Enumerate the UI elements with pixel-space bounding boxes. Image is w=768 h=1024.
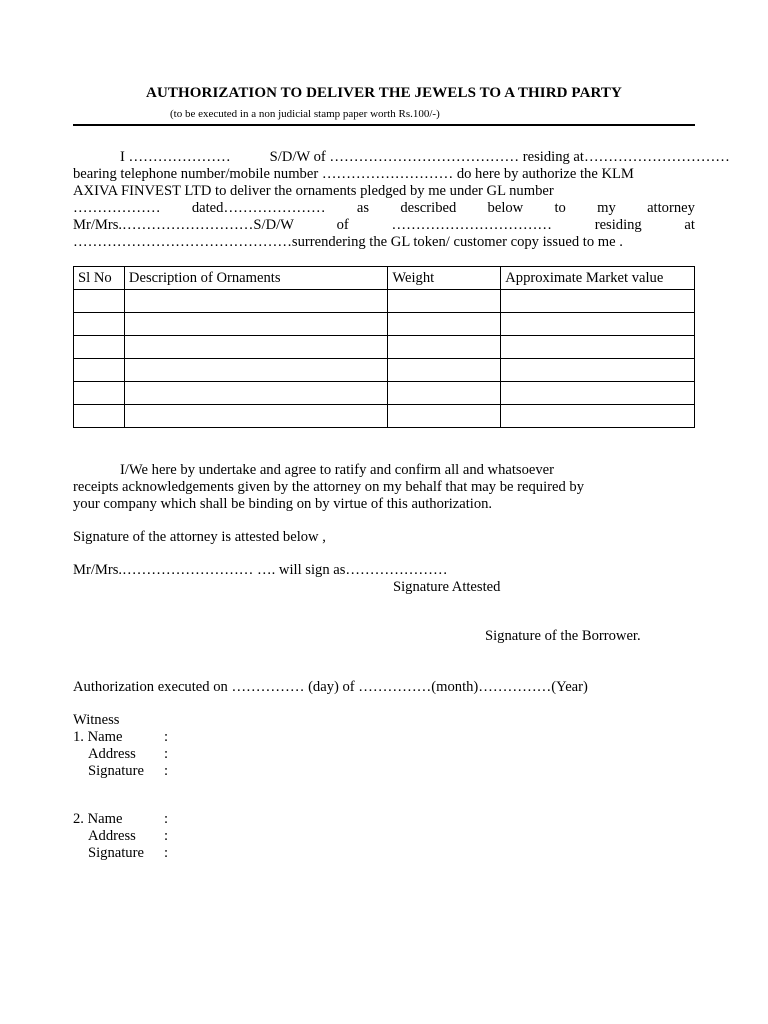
document-subtitle: (to be executed in a non judicial stamp paper worth Rs.100/-) <box>170 108 440 120</box>
signature-attested-label: Signature Attested <box>393 579 501 595</box>
para1-line1-a: I ………………… <box>120 149 231 165</box>
para1-word: at <box>684 217 695 233</box>
para1-line2: bearing telephone number/mobile number ……………………… do here by authorize the KLM <box>73 166 634 182</box>
colon: : <box>164 845 169 861</box>
table-cell <box>388 290 501 313</box>
undertaking-paragraph <box>73 462 695 513</box>
witness-2-name-row <box>73 811 373 828</box>
table-row <box>74 313 695 336</box>
para1-line6: ………………………………………surrendering the GL token/ customer copy issued to me . <box>73 234 623 250</box>
table-row <box>74 290 695 313</box>
para1-line1-b: S/D/W of ………………………………… residing at………………………… <box>269 149 730 165</box>
para1-word: residing <box>594 217 642 233</box>
table-cell <box>501 382 695 405</box>
table-cell <box>124 382 388 405</box>
para1-line5 <box>73 217 695 234</box>
para2-line2: receipts acknowledgements given by the attorney on my behalf that may be required by <box>73 479 585 495</box>
witness-1-signature-label: Signature <box>88 763 144 779</box>
table-cell <box>388 405 501 428</box>
table-cell <box>501 290 695 313</box>
title-divider <box>73 124 695 126</box>
witness-1-address-row <box>73 746 373 763</box>
table-cell <box>124 313 388 336</box>
witness-2-signature-row <box>73 845 373 862</box>
para1-line1 <box>73 149 730 166</box>
witness-1-name-label: 1. Name <box>73 729 123 745</box>
attorney-sign-line: Mr/Mrs.……………………… …. will sign as………………… <box>73 562 448 578</box>
table-cell <box>501 336 695 359</box>
table-cell <box>501 405 695 428</box>
table-row <box>74 359 695 382</box>
table-cell <box>388 336 501 359</box>
attorney-name-blank: Mr/Mrs.………………………S/D/W <box>73 217 294 233</box>
para1-word: to <box>554 200 566 216</box>
table-cell <box>388 313 501 336</box>
para1-line4 <box>73 200 695 217</box>
table-cell <box>124 290 388 313</box>
table-cell <box>74 359 125 382</box>
table-row <box>74 336 695 359</box>
witness-1-address-label: Address <box>88 746 136 762</box>
table-cell <box>74 382 125 405</box>
para2-line1: I/We here by undertake and agree to ratify and confirm all and whatsoever <box>120 462 555 478</box>
header-description: Description of Ornaments <box>124 267 388 290</box>
witness-2-section <box>73 811 373 862</box>
para1-line3: AXIVA FINVEST LTD to deliver the ornaments pledged by me under GL number <box>73 183 554 199</box>
attorney-parent-blank: …………………………… <box>391 217 553 233</box>
witness-section <box>73 712 373 780</box>
para1-word: attorney <box>647 200 695 216</box>
attorney-attest-text: Signature of the attorney is attested below , <box>73 529 326 545</box>
colon: : <box>164 729 169 745</box>
table-cell <box>74 313 125 336</box>
header-market-value: Approximate Market value <box>501 267 695 290</box>
para1-word: described <box>400 200 457 216</box>
witness-heading: Witness <box>73 712 120 728</box>
dated-blank: dated………………… <box>191 200 326 216</box>
document-title: AUTHORIZATION TO DELIVER THE JEWELS TO A THIRD PARTY <box>146 85 622 101</box>
para1-word: my <box>597 200 616 216</box>
table-row <box>74 405 695 428</box>
witness-1-name-row <box>73 729 373 746</box>
table-cell <box>74 405 125 428</box>
table-cell <box>124 336 388 359</box>
table-cell <box>74 290 125 313</box>
para1-word: below <box>487 200 524 216</box>
colon: : <box>164 763 169 779</box>
table-cell <box>124 359 388 382</box>
witness-2-address-label: Address <box>88 828 136 844</box>
header-weight: Weight <box>388 267 501 290</box>
para1-word: of <box>336 217 349 233</box>
colon: : <box>164 746 169 762</box>
gl-number-blank: ……………… <box>73 200 161 216</box>
para1-word: as <box>356 200 370 216</box>
table-cell <box>388 382 501 405</box>
colon: : <box>164 828 169 844</box>
table-cell <box>388 359 501 382</box>
table-cell <box>74 336 125 359</box>
borrower-signature-label: Signature of the Borrower. <box>485 628 641 644</box>
witness-2-address-row <box>73 828 373 845</box>
witness-2-name-label: 2. Name <box>73 811 123 827</box>
execution-date-line: Authorization executed on …………… (day) of ……………(month)……………(Year) <box>73 679 588 695</box>
authorization-paragraph <box>73 149 730 251</box>
witness-2-signature-label: Signature <box>88 845 144 861</box>
table-row <box>74 382 695 405</box>
para2-line3: your company which shall be binding on by virtue of this authorization. <box>73 496 493 512</box>
header-sl-no: Sl No <box>74 267 125 290</box>
colon: : <box>164 811 169 827</box>
table-cell <box>501 359 695 382</box>
witness-1-signature-row <box>73 763 373 780</box>
table-cell <box>501 313 695 336</box>
table-cell <box>124 405 388 428</box>
ornaments-table <box>73 266 695 428</box>
table-header-row <box>74 267 695 290</box>
